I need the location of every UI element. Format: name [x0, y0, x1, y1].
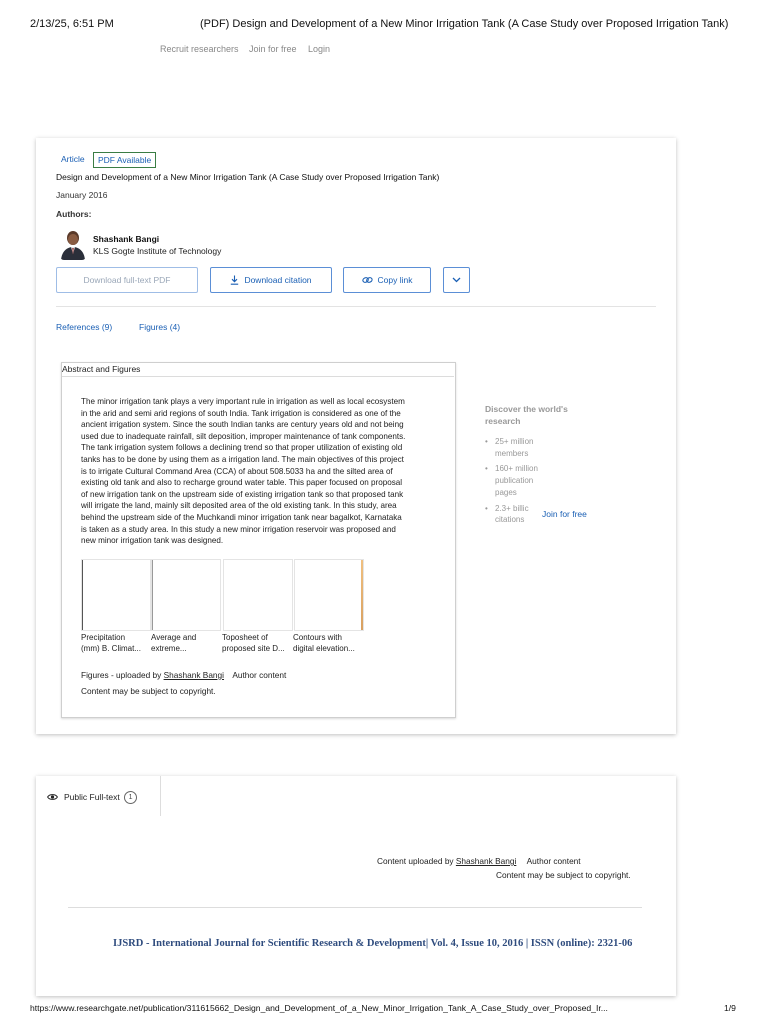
figures-copyright-note: Content may be subject to copyright.	[81, 686, 216, 696]
abstract-line: in the arid and semi arid regions of south India. Tank irrigation is considered as one of the	[81, 408, 401, 418]
figures-credit-prefix: Figures - uploaded by	[81, 670, 162, 680]
abstract-line: is to irrigate Cultural Command Area (CCA) of about 508.5033 ha and the silted area of	[81, 466, 393, 476]
stat-line: citations	[495, 515, 525, 525]
abstract-text	[81, 396, 436, 547]
public-fulltext-label	[64, 791, 137, 804]
print-datetime: 2/13/25, 6:51 PM	[30, 18, 114, 30]
fulltext-count-badge: 1	[124, 791, 137, 804]
author-avatar[interactable]	[60, 228, 86, 260]
more-options-button[interactable]	[443, 267, 470, 293]
download-fulltext-pdf-label: Download full-text PDF	[83, 275, 171, 285]
figure-caption-line: Contours with	[293, 633, 342, 642]
link-icon	[362, 276, 373, 284]
abstract-line: ancient irrigation system. Since the south Indian tanks are century years old and not being	[81, 420, 404, 430]
author-name[interactable]: Shashank Bangi	[93, 234, 160, 244]
article-type-badge: Article	[61, 154, 85, 164]
figure-caption-3[interactable]	[222, 632, 294, 654]
copy-link-label: Copy link	[377, 275, 413, 285]
figure-caption-line: proposed site D...	[222, 644, 285, 653]
abstract-line: tanks has to be done by using them as a irrigation land. The main objectives of this project	[81, 454, 404, 464]
publication-date: January 2016	[56, 190, 108, 200]
chevron-down-icon	[452, 277, 461, 283]
print-footer-url: https://www.researchgate.net/publication/311615662_Design_and_Development_of_a_New_Minor_Irrigation_Tank_A_Case_Study_over_Proposed_Ir...	[30, 1003, 608, 1013]
login-link[interactable]: Login	[308, 44, 331, 54]
eye-icon	[47, 793, 58, 801]
abstract-line: used due to inadequate rainfall, silt deposition, improper maintenance of tank components.	[81, 431, 406, 441]
section-divider	[56, 306, 656, 307]
figures-credit-author-link[interactable]: Shashank Bangi	[163, 670, 225, 680]
stat-line: 25+ million	[495, 437, 534, 446]
figure-caption-line: (mm) B. Climat...	[81, 644, 141, 653]
figure-caption-line: Average and	[151, 633, 197, 642]
authors-label: Authors:	[56, 209, 92, 219]
download-citation-button[interactable]	[210, 267, 332, 293]
public-fulltext-text: Public Full-text	[64, 791, 120, 802]
fulltext-copyright-note: Content may be subject to copyright.	[496, 870, 631, 880]
stat-line: publication	[495, 476, 534, 486]
author-content-tag: Author content	[232, 670, 287, 680]
figure-caption-line: Precipitation	[81, 633, 126, 642]
recruit-researchers-link[interactable]: Recruit researchers	[160, 44, 239, 54]
download-citation-label: Download citation	[244, 275, 312, 285]
download-icon	[230, 275, 239, 285]
thumbnail-edge	[152, 560, 153, 630]
content-uploaded-by	[377, 856, 581, 866]
print-page-number: 1/9	[724, 1003, 736, 1013]
abstract-line: existing old tank and also to recharge ground water table. This paper focused on proposal	[81, 478, 403, 488]
pdf-available-badge: PDF Available	[93, 152, 156, 168]
tab-figures[interactable]: Figures (4)	[139, 322, 181, 332]
abstract-line: new minor irrigation tank was designed.	[81, 536, 224, 546]
stat-line: members	[495, 448, 529, 458]
article-title: Design and Development of a New Minor Irrigation Tank (A Case Study over Proposed Irrigation Tank)	[56, 172, 440, 182]
abstract-line: will irrigate the land, mainly silt deposited area of the old existing tank. In this study, area	[81, 501, 397, 511]
figure-thumbnail-4[interactable]	[294, 559, 364, 631]
thumbnail-edge	[361, 560, 363, 630]
stat-line: 2.3+ billic	[495, 503, 529, 513]
figure-thumbnail-2[interactable]	[151, 559, 221, 631]
figure-caption-2[interactable]	[151, 632, 221, 654]
abstract-line: The minor irrigation tank plays a very important rule in irrigation as well as local ecosystem	[81, 397, 405, 406]
figure-thumbnail-1[interactable]	[81, 559, 151, 631]
print-doc-title: (PDF) Design and Development of a New Minor Irrigation Tank (A Case Study over Proposed Irrigation Tank)	[200, 18, 729, 30]
stat-item	[485, 463, 555, 498]
download-fulltext-pdf-button[interactable]	[56, 267, 198, 293]
abstract-heading-rule	[62, 376, 454, 377]
abstract-line: behind the upstream side of the Muchkandi minor irrigation tank near bagalkot, Karnataka	[81, 512, 402, 522]
author-photo-icon	[60, 228, 86, 260]
abstract-line: The tank irrigation system follows a declining trend so that proper utilization of existing old	[81, 443, 403, 453]
figure-caption-4[interactable]	[293, 632, 363, 654]
uploaded-author-link[interactable]: Shashank Bangi	[455, 856, 517, 866]
thumbnail-edge	[82, 560, 83, 630]
figures-credit	[81, 670, 286, 680]
fulltext-divider	[68, 907, 642, 908]
figure-caption-line: Toposheet of	[222, 633, 268, 642]
figure-caption-line: extreme...	[151, 644, 187, 653]
stat-line: pages	[495, 487, 517, 497]
discover-research-heading: Discover the world's research	[485, 404, 568, 426]
tab-references[interactable]: References (9)	[56, 322, 113, 332]
journal-header-line: IJSRD - International Journal for Scientific Research & Development| Vol. 4, Issue 10, 2016 | ISSN (online): 2321-06	[113, 938, 633, 949]
figure-thumbnail-3[interactable]	[223, 559, 293, 631]
figure-caption-1[interactable]	[81, 632, 151, 654]
copy-link-button[interactable]	[343, 267, 431, 293]
stat-line: 160+ million	[495, 464, 538, 474]
author-institution[interactable]: KLS Gogte Institute of Technology	[93, 246, 222, 256]
figure-caption-line: digital elevation...	[293, 644, 355, 653]
author-content-tag: Author content	[526, 856, 581, 866]
abstract-line: is taken as a study area. In this study a new minor irrigation reservoir was proposed and	[81, 524, 396, 534]
abstract-heading: Abstract and Figures	[62, 364, 141, 374]
uploaded-prefix: Content uploaded by	[377, 856, 454, 866]
join-for-free-link[interactable]: Join for free	[249, 44, 297, 54]
stat-item	[485, 436, 555, 459]
sidebar-join-for-free-link[interactable]: Join for free	[542, 509, 587, 519]
abstract-line: of new irrigation tank on the upstream side of existing irrigation tank so that proposed tank	[81, 489, 404, 499]
